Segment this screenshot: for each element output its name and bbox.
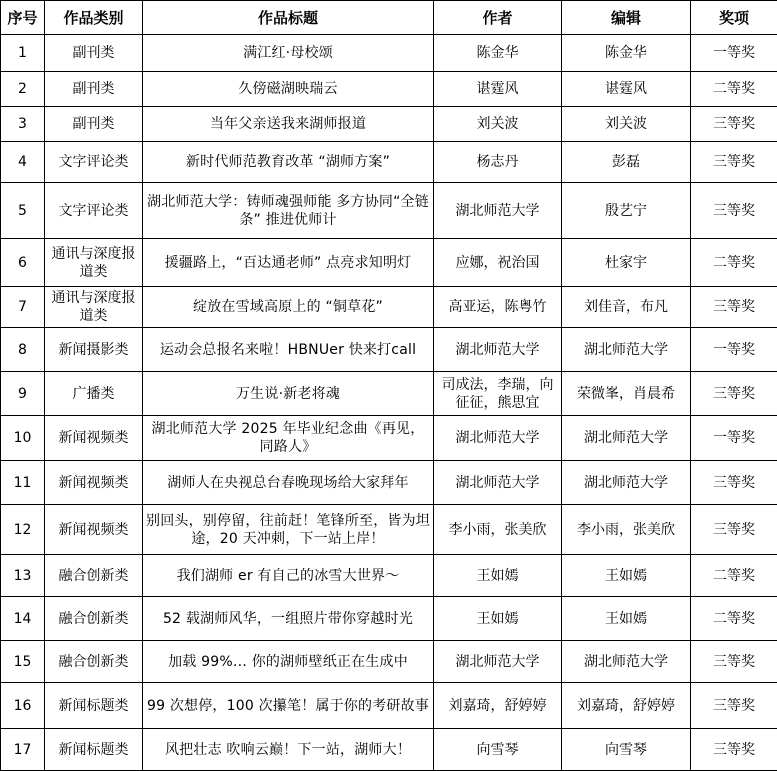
cell-no: 7 (1, 287, 45, 328)
header-title: 作品标题 (143, 1, 434, 35)
cell-category: 新闻标题类 (45, 729, 143, 771)
header-no: 序号 (1, 1, 45, 35)
cell-author: 陈金华 (434, 35, 562, 72)
cell-award: 三等奖 (691, 641, 777, 683)
cell-title: 当年父亲送我来湖师报道 (143, 107, 434, 142)
cell-title: 风把壮志 吹响云巅！下一站，湖师大！ (143, 729, 434, 771)
table-row (1, 505, 777, 555)
cell-title: 52 载湖师风华，一组照片带你穿越时光 (143, 597, 434, 641)
cell-award: 三等奖 (691, 183, 777, 239)
table-row (1, 35, 777, 72)
cell-category: 新闻视频类 (45, 505, 143, 555)
cell-no: 10 (1, 416, 45, 461)
cell-category: 融合创新类 (45, 597, 143, 641)
cell-category: 新闻视频类 (45, 461, 143, 505)
cell-category: 副刊类 (45, 72, 143, 107)
cell-no: 15 (1, 641, 45, 683)
table-row (1, 107, 777, 142)
header-category: 作品类别 (45, 1, 143, 35)
cell-no: 5 (1, 183, 45, 239)
cell-no: 12 (1, 505, 45, 555)
cell-author: 湖北师范大学 (434, 328, 562, 372)
table-row (1, 239, 777, 287)
cell-category: 广播类 (45, 372, 143, 416)
cell-award: 一等奖 (691, 328, 777, 372)
table-row (1, 729, 777, 771)
table-row (1, 683, 777, 729)
cell-author: 刘关波 (434, 107, 562, 142)
cell-category: 通讯与深度报道类 (45, 239, 143, 287)
cell-editor: 王如嫣 (562, 597, 691, 641)
cell-editor: 彭磊 (562, 142, 691, 183)
cell-author: 湖北师范大学 (434, 183, 562, 239)
cell-award: 三等奖 (691, 287, 777, 328)
cell-author: 王如嫣 (434, 597, 562, 641)
cell-editor: 杜家宇 (562, 239, 691, 287)
cell-no: 11 (1, 461, 45, 505)
cell-award: 三等奖 (691, 505, 777, 555)
cell-category: 新闻视频类 (45, 416, 143, 461)
cell-no: 17 (1, 729, 45, 771)
cell-author: 应娜，祝治国 (434, 239, 562, 287)
cell-author: 向雪琴 (434, 729, 562, 771)
cell-editor: 湖北师范大学 (562, 641, 691, 683)
cell-author: 谌霆风 (434, 72, 562, 107)
cell-editor: 殷艺宁 (562, 183, 691, 239)
cell-editor: 刘佳音，布凡 (562, 287, 691, 328)
cell-author: 王如嫣 (434, 555, 562, 597)
cell-no: 9 (1, 372, 45, 416)
cell-author: 湖北师范大学 (434, 461, 562, 505)
cell-author: 李小雨，张美欣 (434, 505, 562, 555)
cell-editor: 湖北师范大学 (562, 416, 691, 461)
table-row (1, 328, 777, 372)
cell-author: 杨志丹 (434, 142, 562, 183)
cell-award: 三等奖 (691, 729, 777, 771)
table-row (1, 641, 777, 683)
cell-title: 湖北师范大学：铸师魂强师能 多方协同“全链条” 推进优师计 (143, 183, 434, 239)
header-row (1, 1, 777, 35)
cell-award: 二等奖 (691, 555, 777, 597)
cell-editor: 湖北师范大学 (562, 461, 691, 505)
cell-title: 湖师人在央视总台春晚现场给大家拜年 (143, 461, 434, 505)
cell-author: 高亚运，陈粤竹 (434, 287, 562, 328)
cell-category: 新闻摄影类 (45, 328, 143, 372)
cell-category: 新闻标题类 (45, 683, 143, 729)
cell-category: 文字评论类 (45, 142, 143, 183)
cell-title: 满江红·母校颂 (143, 35, 434, 72)
cell-author: 湖北师范大学 (434, 641, 562, 683)
cell-title: 湖北师范大学 2025 年毕业纪念曲《再见，同路人》 (143, 416, 434, 461)
cell-award: 三等奖 (691, 372, 777, 416)
table-row (1, 416, 777, 461)
cell-title: 99 次想停，100 次攥笔！属于你的考研故事 (143, 683, 434, 729)
cell-category: 融合创新类 (45, 555, 143, 597)
cell-no: 2 (1, 72, 45, 107)
cell-category: 通讯与深度报道类 (45, 287, 143, 328)
cell-category: 副刊类 (45, 35, 143, 72)
table-row (1, 461, 777, 505)
cell-award: 三等奖 (691, 683, 777, 729)
cell-title: 别回头，别停留，往前赶！笔锋所至，皆为坦途，20 天冲刺，下一站上岸！ (143, 505, 434, 555)
cell-category: 融合创新类 (45, 641, 143, 683)
cell-no: 6 (1, 239, 45, 287)
cell-editor: 陈金华 (562, 35, 691, 72)
cell-no: 8 (1, 328, 45, 372)
cell-author: 刘嘉琦，舒婷婷 (434, 683, 562, 729)
cell-no: 16 (1, 683, 45, 729)
cell-editor: 向雪琴 (562, 729, 691, 771)
cell-title: 万生说·新老将魂 (143, 372, 434, 416)
table-row (1, 72, 777, 107)
cell-title: 加载 99%… 你的湖师壁纸正在生成中 (143, 641, 434, 683)
cell-title: 我们湖师 er 有自己的冰雪大世界～ (143, 555, 434, 597)
cell-editor: 刘嘉琦，舒婷婷 (562, 683, 691, 729)
cell-title: 运动会总报名来啦！HBNUer 快来打call (143, 328, 434, 372)
cell-editor: 李小雨，张美欣 (562, 505, 691, 555)
cell-award: 三等奖 (691, 461, 777, 505)
cell-award: 一等奖 (691, 416, 777, 461)
cell-award: 三等奖 (691, 142, 777, 183)
table-row (1, 555, 777, 597)
cell-editor: 刘关波 (562, 107, 691, 142)
cell-author: 湖北师范大学 (434, 416, 562, 461)
cell-editor: 荣微峯，肖晨希 (562, 372, 691, 416)
table-row (1, 183, 777, 239)
cell-award: 三等奖 (691, 107, 777, 142)
cell-author: 司成法，李瑞，向征征，熊思宜 (434, 372, 562, 416)
cell-no: 4 (1, 142, 45, 183)
cell-category: 副刊类 (45, 107, 143, 142)
cell-category: 文字评论类 (45, 183, 143, 239)
header-editor: 编辑 (562, 1, 691, 35)
cell-no: 14 (1, 597, 45, 641)
header-author: 作者 (434, 1, 562, 35)
cell-title: 久傍磁湖映瑞云 (143, 72, 434, 107)
cell-editor: 谌霆风 (562, 72, 691, 107)
cell-title: 新时代师范教育改革 “湖师方案” (143, 142, 434, 183)
cell-editor: 湖北师范大学 (562, 328, 691, 372)
table-row (1, 597, 777, 641)
cell-no: 1 (1, 35, 45, 72)
cell-award: 二等奖 (691, 239, 777, 287)
cell-title: 援疆路上，“百达通老师” 点亮求知明灯 (143, 239, 434, 287)
cell-no: 13 (1, 555, 45, 597)
table-row (1, 287, 777, 328)
table-row (1, 142, 777, 183)
cell-award: 二等奖 (691, 597, 777, 641)
cell-editor: 王如嫣 (562, 555, 691, 597)
cell-title: 绽放在雪域高原上的 “铜草花” (143, 287, 434, 328)
header-award: 奖项 (691, 1, 777, 35)
cell-award: 一等奖 (691, 35, 777, 72)
cell-no: 3 (1, 107, 45, 142)
cell-award: 二等奖 (691, 72, 777, 107)
table-row (1, 372, 777, 416)
